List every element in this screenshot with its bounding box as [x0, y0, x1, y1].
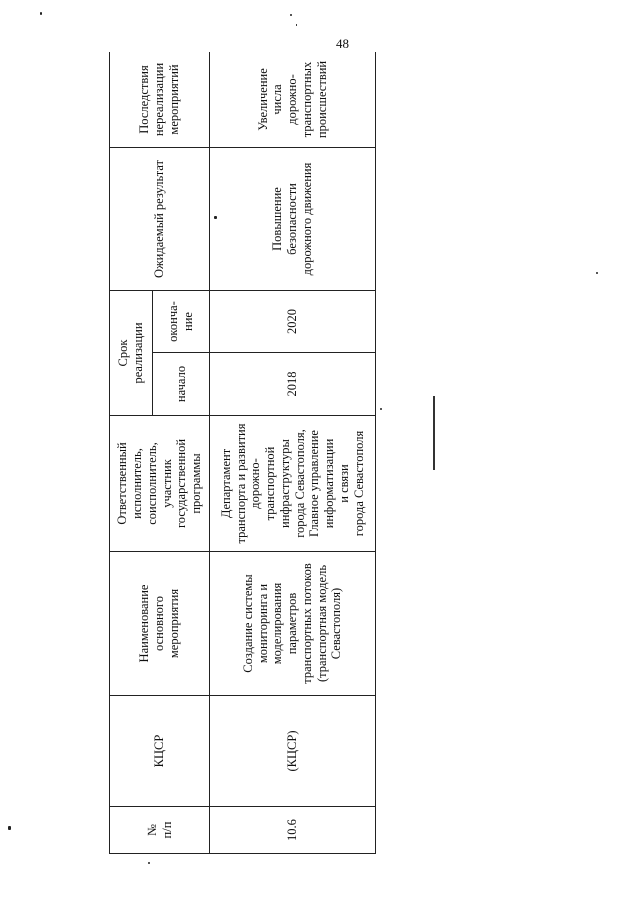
cell-result: Повышение безопасности дорожного движения [210, 148, 376, 291]
speck [380, 408, 382, 410]
table-row [210, 52, 376, 854]
header-period: Срок реализации [110, 291, 153, 416]
header-result: Ожидаемый результат [110, 148, 210, 291]
header-row [110, 52, 153, 854]
speck [40, 12, 42, 15]
header-consequences: Последствия нереализации мероприятий [110, 52, 210, 148]
table-viewport [109, 52, 376, 854]
header-kcsr: КЦСР [110, 696, 210, 807]
events-table [109, 52, 376, 854]
cell-name: Создание системы мониторинга и моделирования параметров транспортных потоков (транспортная модель Севастополя) [210, 552, 376, 696]
speck [148, 862, 150, 864]
cell-start: 2018 [210, 353, 376, 416]
cell-end: 2020 [210, 291, 376, 353]
speck [290, 14, 292, 16]
header-name: Наименование основного мероприятия [110, 552, 210, 696]
cell-executor: Департамент транспорта и развития дорожно- транспортной инфраструктуры города Севастополя, Главное управление информатизации и связи города Севастополя [210, 416, 376, 552]
header-end: оконча- ние [153, 291, 210, 353]
speck [596, 272, 598, 274]
speck [8, 826, 11, 830]
page-number: 48 [336, 36, 349, 51]
cell-num: 10.6 [210, 807, 376, 854]
header-num: № п/п [110, 807, 210, 854]
rotated-table-container [109, 52, 376, 854]
header-start: начало [153, 353, 210, 416]
header-executor: Ответственный исполнитель, соисполнитель, участник государственной программы [110, 416, 210, 552]
speck [296, 24, 297, 26]
cell-kcsr: (КЦСР) [210, 696, 376, 807]
cell-consequences: Увеличение числа дорожно- транспортных происшествий [210, 52, 376, 148]
speck [214, 216, 217, 219]
scan-line-mark [433, 396, 435, 470]
